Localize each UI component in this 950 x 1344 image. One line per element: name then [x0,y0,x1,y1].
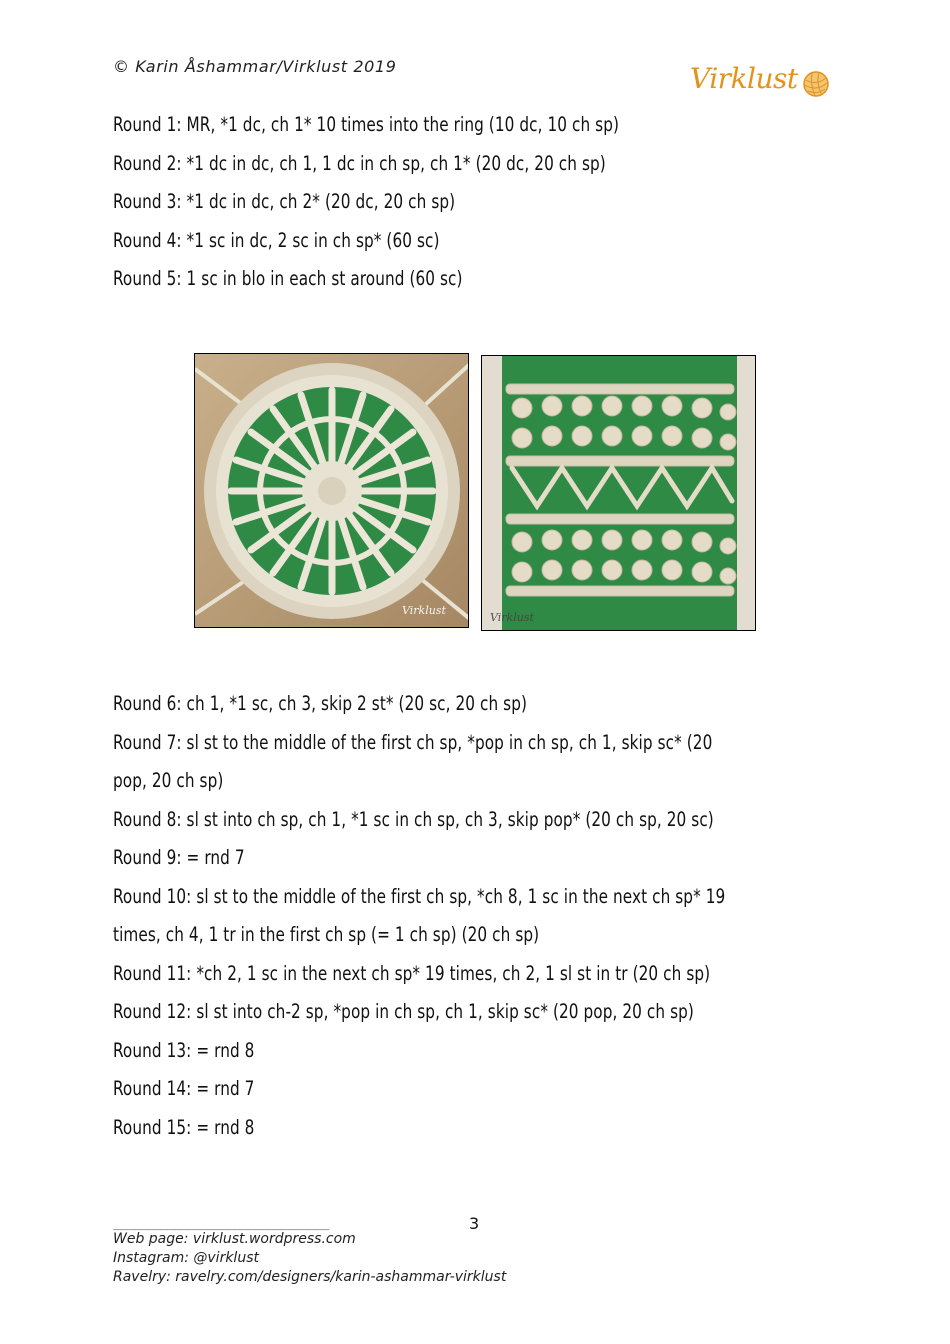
round-line: Round 10: sl st to the middle of the first ch sp, *ch 8, 1 sc in the next ch sp* 19 [113,884,726,908]
round-line: Round 5: 1 sc in blo in each st around (60 sc) [113,267,463,290]
instructions-top [113,106,843,299]
round-line: Round 12: sl st into ch-2 sp, *pop in ch sp, ch 1, skip sc* (20 pop, 20 ch sp) [113,1000,694,1023]
footer-ravelry: Ravelry: ravelry.com/designers/karin-ashammar-virklust [113,1269,507,1285]
virklust-logo [690,62,830,112]
round-line: pop, 20 ch sp) [113,769,224,792]
round-line: Round 2: *1 dc in dc, ch 1, 1 dc in ch sp, ch 1* (20 dc, 20 ch sp) [113,151,606,175]
round-line: Round 6: ch 1, *1 sc, ch 3, skip 2 st* (20 sc, 20 ch sp) [113,692,528,715]
round-line: Round 3: *1 dc in dc, ch 2* (20 dc, 20 ch sp) [113,190,456,213]
photo-crochet-base-top [194,353,469,628]
logo-text: Virklust [690,62,798,95]
round-line: Round 8: sl st into ch sp, ch 1, *1 sc in ch sp, ch 3, skip pop* (20 ch sp, 20 sc) [113,807,714,831]
round-line: Round 11: *ch 2, 1 sc in the next ch sp* 19 times, ch 2, 1 sl st in tr (20 ch sp) [113,961,711,985]
round-line: Round 7: sl st to the middle of the first ch sp, *pop in ch sp, ch 1, skip sc* (20 [113,730,713,754]
footer-divider: ________________________________ [113,1216,329,1231]
round-line: Round 15: = rnd 8 [113,1115,255,1139]
round-line: Round 4: *1 sc in dc, 2 sc in ch sp* (60 sc) [113,228,440,252]
footer-web: Web page: virklust.wordpress.com [113,1231,356,1247]
crochet-base-illustration [195,354,469,628]
instructions-bottom [113,685,843,1147]
round-line: Round 1: MR, *1 dc, ch 1* 10 times into the ring (10 dc, 10 ch sp) [113,113,620,136]
round-line: times, ch 4, 1 tr in the first ch sp (= 1 ch sp) (20 ch sp) [113,923,540,946]
round-line: Round 9: = rnd 7 [113,846,245,869]
crochet-pot-illustration [482,356,756,631]
photo-watermark: Virklust [490,611,534,624]
footer [113,1230,506,1287]
yarn-ball-icon [802,70,830,98]
header-copyright: © Karin Åshammar/Virklust 2019 [113,57,397,76]
footer-instagram: Instagram: @virklust [113,1250,259,1266]
photo-crochet-pot-side [481,355,756,631]
round-line: Round 14: = rnd 7 [113,1077,255,1100]
page-number: 3 [469,1214,480,1233]
photo-watermark: Virklust [402,604,446,617]
round-line: Round 13: = rnd 8 [113,1038,255,1062]
